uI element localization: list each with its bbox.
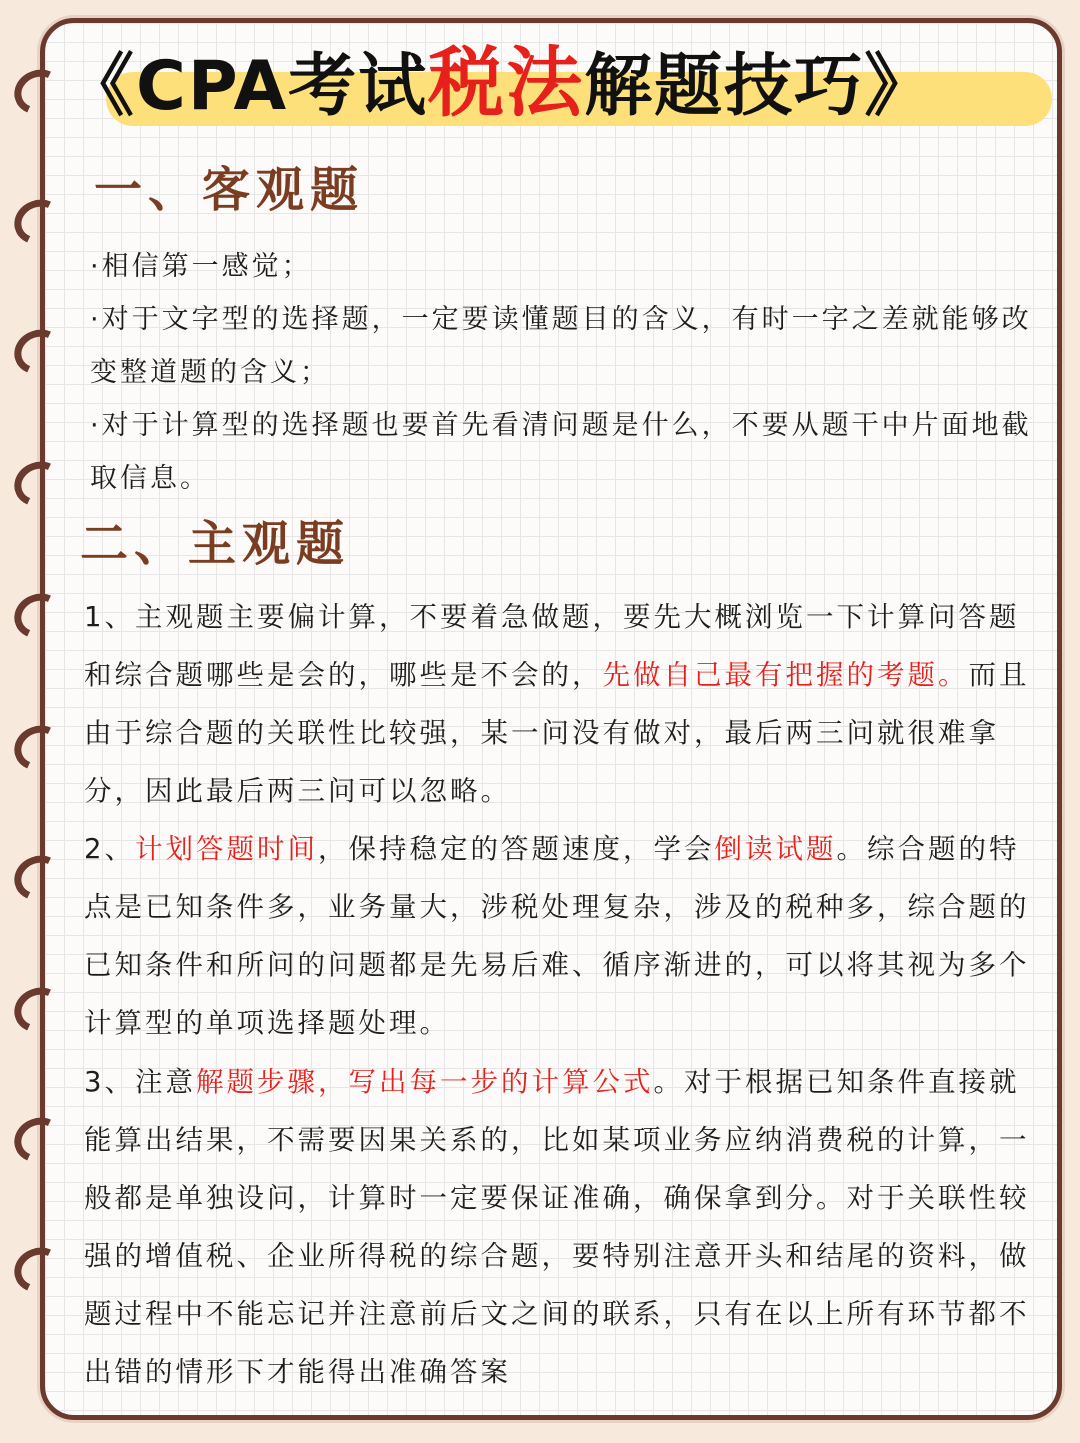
red-emphasis: 计划答题时间	[135, 833, 318, 865]
red-emphasis: 倒读试题	[714, 833, 837, 865]
objective-item-1: ·相信第一感觉；	[90, 251, 312, 282]
title-pre: 《CPA考试	[66, 47, 429, 126]
title-post: 解题技巧》	[584, 47, 935, 126]
subjective-paragraph-1: 1、主观题主要偏计算，不要着急做题，要先大概浏览一下计算问答题和综合题哪些是会的，哪些是不会的，先做自己最有把握的考题。而且由于综合题的关联性比较强，某一问没有做对，最后两三问就很难拿分，因此最后两三问可以忽略。	[84, 601, 1030, 807]
page-title	[66, 28, 1026, 138]
title-highlight-word: 税法	[428, 38, 585, 127]
section-heading-objective: 一、客观题	[94, 162, 365, 218]
title-text	[66, 38, 1066, 132]
objective-item-2: ·对于文字型的选择题，一定要读懂题目的含义，有时一字之差就能够改变整道题的含义；	[90, 304, 1032, 388]
subjective-paragraph-2: 2、计划答题时间，保持稳定的答题速度，学会倒读试题。综合题的特点是已知条件多，业务量大，涉税处理复杂，涉及的税种多，综合题的已知条件和所问的问题都是先易后难、循序渐进的，可以将其视为多个计算型的单项选择题处理。	[84, 833, 1030, 1039]
section-heading-subjective: 二、主观题	[80, 516, 351, 572]
red-emphasis: 先做自己最有把握的考题。	[602, 659, 969, 691]
subjective-paragraph-3: 3、注意解题步骤，写出每一步的计算公式。对于根据已知条件直接就能算出结果，不需要因果关系的，比如某项业务应纳消费税的计算，一般都是单独设问，计算时一定要保证准确，确保拿到分。对于关联性较强的增值税、企业所得税的综合题，要特别注意开头和结尾的资料，做题过程中不能忘记并注意前后文之间的联系，只有在以上所有环节都不出错的情形下才能得出准确答案	[84, 1066, 1030, 1388]
red-emphasis: 解题步骤，写出每一步的计算公式	[196, 1066, 654, 1098]
objective-item-3: ·对于计算型的选择题也要首先看清问题是什么，不要从题干中片面地截取信息。	[90, 410, 1032, 494]
